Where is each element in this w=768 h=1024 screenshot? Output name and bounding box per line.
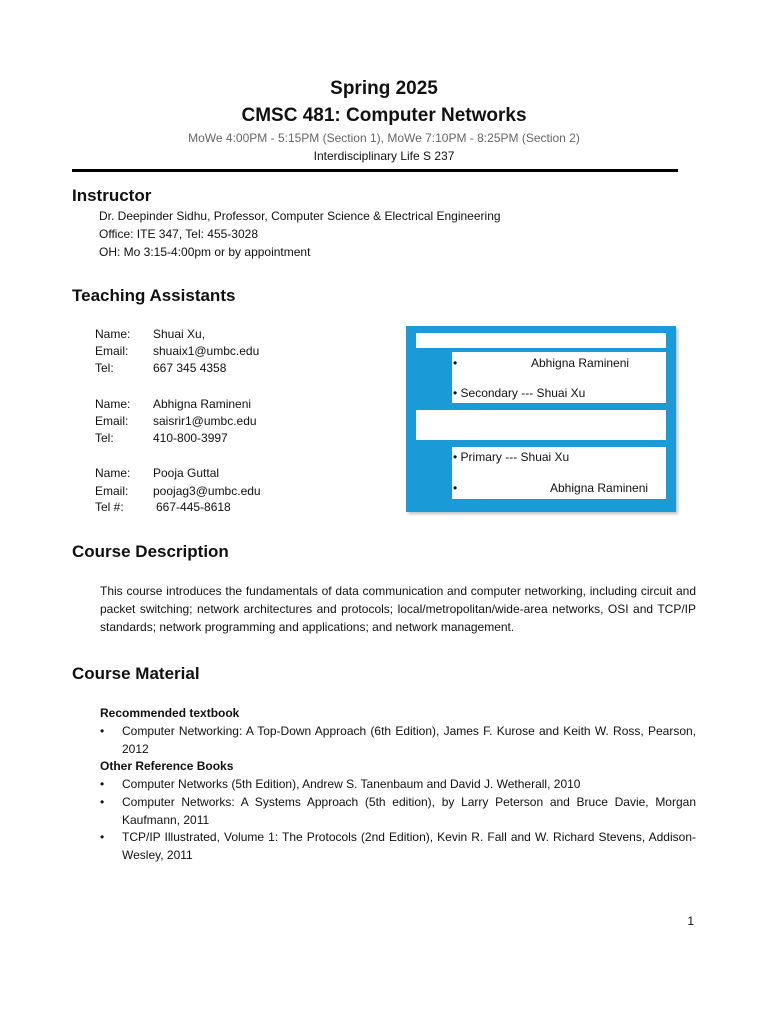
ta-name-label: Name: — [95, 397, 131, 411]
instructor-line: OH: Mo 3:15-4:00pm or by appointment — [99, 245, 311, 259]
room-text: Interdisciplinary Life S 237 — [313, 149, 455, 163]
instructor-line: Dr. Deepinder Sidhu, Professor, Computer Science & Electrical Engineering — [99, 209, 501, 223]
ta-email: poojag3@umbc.edu — [153, 484, 261, 498]
ta-tel-label: Tel: — [95, 431, 114, 445]
bullet: • — [453, 356, 458, 370]
box-line: Abhigna Ramineni — [550, 481, 649, 495]
box-header-bar — [416, 333, 666, 348]
ta-name-label: Name: — [95, 466, 131, 480]
ta-name: Pooja Guttal — [153, 466, 220, 480]
instructor-heading: Instructor — [72, 186, 152, 205]
course-title: CMSC 481: Computer Networks — [241, 105, 527, 126]
ta-name-label: Name: — [95, 327, 131, 341]
list-item — [100, 776, 696, 794]
ta-heading: Teaching Assistants — [72, 286, 236, 305]
box-line: • Primary --- Shuai Xu — [453, 450, 570, 464]
ta-assignment-box — [406, 326, 676, 512]
bullet: • — [100, 795, 105, 809]
list-item — [100, 829, 696, 864]
bullet: • — [100, 777, 105, 791]
page-number: 1 — [687, 914, 694, 928]
ta-email: saisrir1@umbc.edu — [153, 414, 257, 428]
box-line: Abhigna Ramineni — [531, 356, 630, 370]
bullet: • — [100, 724, 105, 738]
box-line: • Secondary --- Shuai Xu — [453, 386, 586, 400]
schedule-text: MoWe 4:00PM - 5:15PM (Section 1), MoWe 7:10PM - 8:25PM (Section 2) — [188, 131, 580, 145]
list-item — [100, 794, 696, 829]
term-title: Spring 2025 — [330, 78, 438, 99]
ta-email-label: Email: — [95, 344, 129, 358]
box-group-2 — [452, 447, 666, 499]
description-heading: Course Description — [72, 542, 229, 561]
bullet: • — [100, 830, 105, 844]
ta-tel-label: Tel: — [95, 361, 114, 375]
instructor-line: Office: ITE 347, Tel: 455-3028 — [99, 227, 258, 241]
description-text: This course introduces the fundamentals of data communication and computer networking, including circuit and packet switching; network architectures and protocols; local/metropolitan/wide-area networks, OSI and TCP/IP standards; network programming and applications; and network management. — [100, 584, 696, 634]
book-entry: Computer Networks: A Systems Approach (5th edition), by Larry Peterson and Bruce Davie, Morgan Kaufmann, 2011 — [122, 795, 696, 827]
book-entry: Computer Networks (5th Edition), Andrew S. Tanenbaum and David J. Wetherall, 2010 — [122, 777, 581, 791]
ta-email-label: Email: — [95, 484, 129, 498]
bullet: • — [453, 481, 458, 495]
ta-name: Shuai Xu, — [153, 327, 206, 341]
ta-tel: 410-800-3997 — [153, 431, 228, 445]
recommended-label: Recommended textbook — [100, 706, 240, 720]
ta-tel-label: Tel #: — [95, 500, 124, 514]
material-heading: Course Material — [72, 664, 200, 683]
ta-email-label: Email: — [95, 414, 129, 428]
list-item — [100, 723, 696, 758]
ta-tel: 667-445-8618 — [156, 500, 231, 514]
ta-email: shuaix1@umbc.edu — [153, 344, 260, 358]
ta-name: Abhigna Ramineni — [153, 397, 252, 411]
other-books-label: Other Reference Books — [100, 759, 234, 773]
box-group-1 — [452, 352, 666, 403]
header-divider — [72, 169, 678, 172]
ta-tel: 667 345 4358 — [153, 361, 227, 375]
book-entry: Computer Networking: A Top-Down Approach (6th Edition), James F. Kurose and Keith W. Ross, Pearson, 2012 — [122, 724, 696, 756]
box-divider-bar — [416, 410, 666, 440]
book-entry: TCP/IP Illustrated, Volume 1: The Protocols (2nd Edition), Kevin R. Fall and W. Richard Stevens, Addison-Wesley, 2011 — [122, 830, 696, 862]
